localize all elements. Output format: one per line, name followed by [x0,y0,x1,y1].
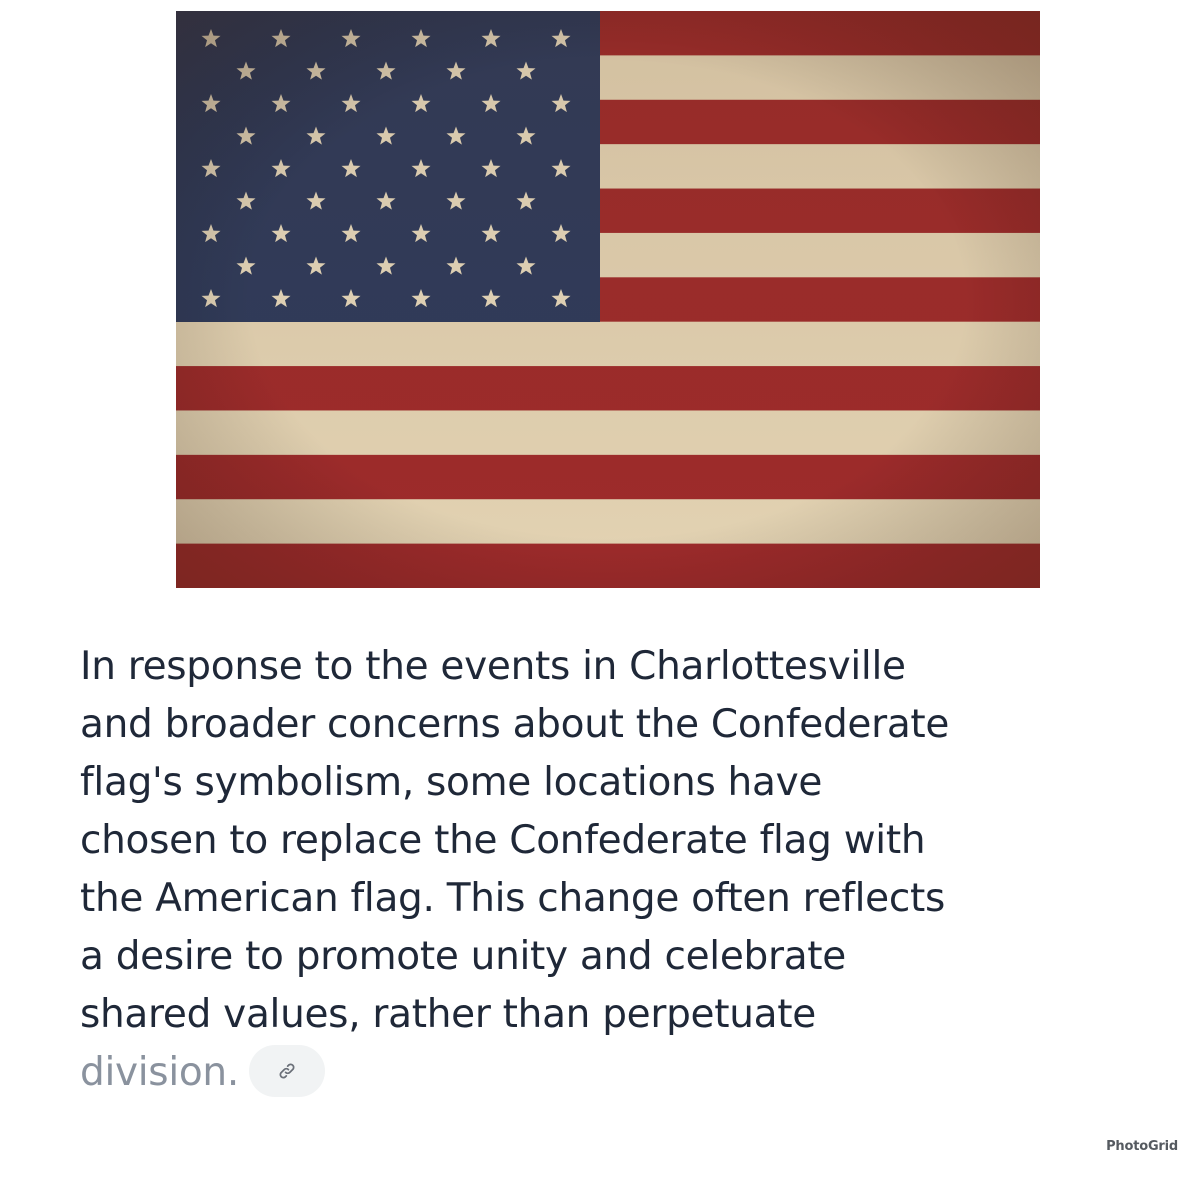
response-last-word: division. [80,1050,239,1095]
source-link-button[interactable] [249,1045,325,1097]
response-text [80,638,1120,1102]
response-line: shared values, rather than perpetuate [80,992,816,1037]
response-line: a desire to promote unity and celebrate [80,934,846,979]
flag-image [176,11,1040,588]
photogrid-watermark: PhotoGrid [1106,1139,1178,1154]
response-line-last [80,1044,1120,1102]
response-line: In response to the events in Charlottesville [80,644,906,689]
response-line: chosen to replace the Confederate flag with [80,818,926,863]
response-line: the American flag. This change often reflects [80,876,946,921]
response-line: and broader concerns about the Confederate [80,702,950,747]
response-line: flag's symbolism, some locations have [80,760,823,805]
link-icon [275,1059,299,1083]
american-flag-illustration [176,11,1040,588]
